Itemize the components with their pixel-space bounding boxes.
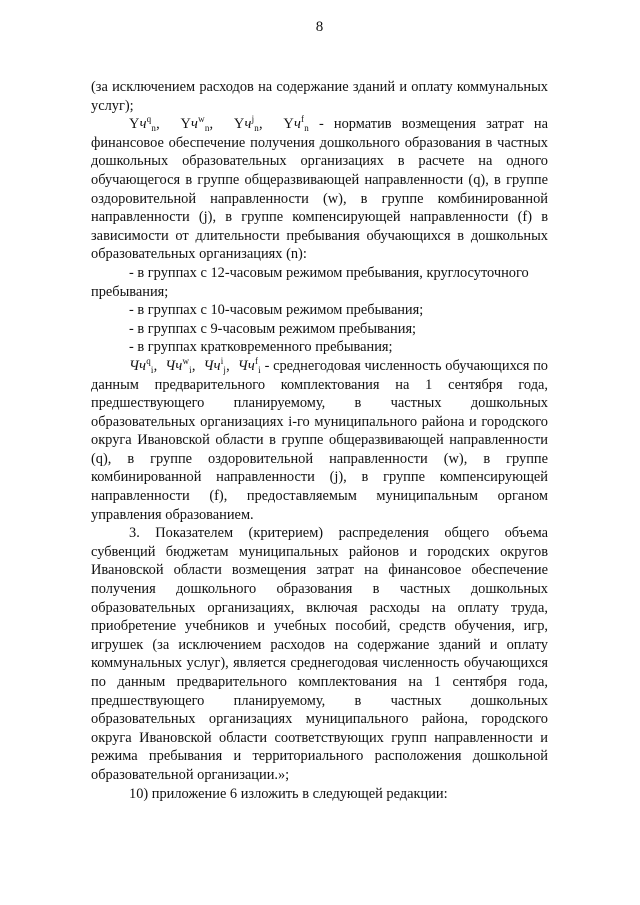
list-item: - в группах с 9-часовым режимом пребывания; [129,320,417,337]
list-item: - в группах с 10-часовым режимом пребывания; [129,302,424,319]
document-body [91,78,548,803]
page-number: 8 [315,19,324,35]
list-item: - в группах с 12-часовым режимом пребывания, круглосуточного пребывания; [91,264,529,300]
paragraph-expenses-note: (за исключением расходов на содержание зданий и оплату коммунальных услуг); [91,79,548,114]
norm-symbols: $Үч^q_n$, $Үч^w_n$, $Үч^j_n$, $Үч^f_n$ [129,114,309,134]
count-symbols: $Чч^q_i$, $Чч^w_i$, $Чч^i_j$, $Чч^f_i$ [129,355,261,375]
paragraph-distribution-criterion: 3. Показателем (критерием) распределения общего объема субвенций бюджетам муниципальных районов и городских округов Ивановской области возмещения затрат на финансовое обеспечение получения дошкольного образования в частных дошкольных образовательных организациях, включая расходы на оплату труда, приобретение учебников и учебных пособий, средств обучения, игр, игрушек (за исключением расходов на содержание зданий и оплату коммунальных услуг), является среднегодовая численность обучающихся по данным предварительного комплектования на 1 сентября года, предшествующего планируемому, в частных дошкольных образовательных организациях муниципального района, городского округа Ивановской области соответствующих групп направленности и режима пребывания и территориального расположения дошкольной образовательной организации.»; [91,525,548,783]
paragraph-norm-definition: $Үч^q_n$, $Үч^w_n$, $Үч^j_n$, $Үч^f_n$ - норматив возмещения затрат на финансовое обеспечение получения дошкольного образования в частных дошкольных образовательных организациях в расчете на одного обучающегося в группе общеразвивающей направленности (q), в группе оздоровительной направленности (w), в группе комбинированной направленности (j), в группе компенсирующей направленности (f) в зависимости от длительности пребывания обучающихся в дошкольных образовательных организациях (n): [91,114,548,263]
list-item: - в группах кратковременного пребывания; [129,339,393,356]
paragraph-count-definition: $Чч^q_i$, $Чч^w_i$, $Чч^i_j$, $Чч^f_i$ - среднегодовая численность обучающихся по данным предварительного комплектования на 1 сентября года, предшествующего планируемому, в частных дошкольных образовательных организациях i-го муниципального района и городского округа Ивановской области в группе общеразвивающей направленности (q), в группе оздоровительной направленности (w), в группе комбинированной направленности (j), в группе компенсирующей направленности (f), предоставляемым муниципальным органом управления образованием. [91,355,548,523]
paragraph-appendix-6: 10) приложение 6 изложить в следующей редакции: [129,785,448,802]
